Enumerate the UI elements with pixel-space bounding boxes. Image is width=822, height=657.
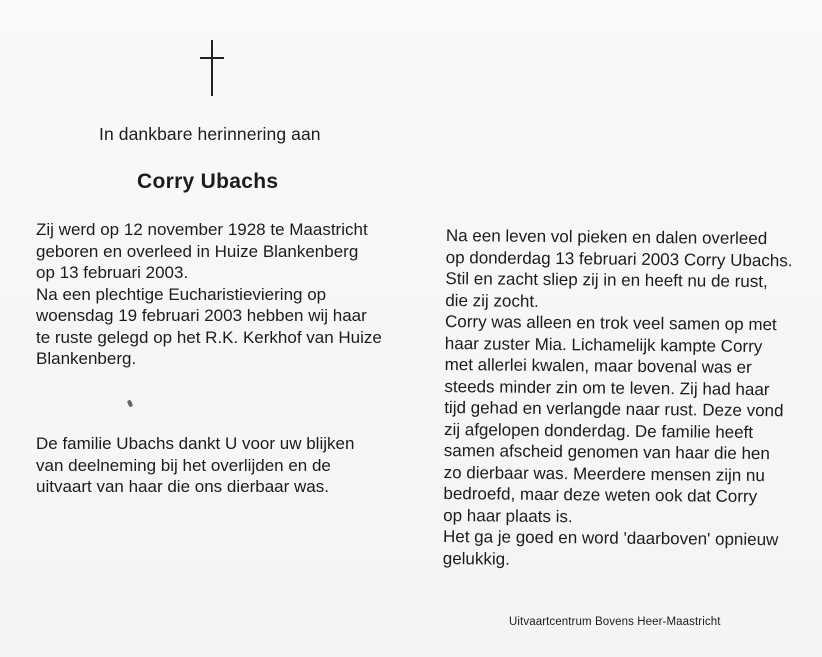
text-line: die zij zocht. xyxy=(445,290,539,311)
text-line: op 13 februari 2003. xyxy=(36,263,189,282)
text-line: uitvaart van haar die ons dierbaar was. xyxy=(36,477,329,496)
text-line: samen afscheid genomen van haar die hen xyxy=(443,440,770,464)
deceased-name: Corry Ubachs xyxy=(137,170,279,193)
text-line: zo dierbaar was. Meerdere mensen zijn nu xyxy=(443,462,765,485)
text-line: bedroefd, maar deze weten ook dat Corry xyxy=(443,483,758,506)
intro-text: In dankbare herinnering aan xyxy=(99,124,321,144)
text-line: De familie Ubachs dankt U voor uw blijken xyxy=(36,434,355,453)
text-line: op donderdag 13 februari 2003 Corry Ubachs. xyxy=(445,247,793,270)
text-line: Na een leven vol pieken en dalen overleed xyxy=(445,225,768,249)
text-line: van deelneming bij het overlijden en de xyxy=(36,455,331,475)
text-line: haar zuster Mia. Lichamelijk kampte Corry xyxy=(444,333,763,356)
text-line: op haar plaats is. xyxy=(443,505,573,526)
text-line: Zij werd op 12 november 1928 te Maastricht xyxy=(36,220,368,239)
funeral-home-credit: Uitvaartcentrum Bovens Heer-Maastricht xyxy=(509,616,721,628)
text-line: tijd gehad en verlangde naar rust. Deze vond xyxy=(444,397,784,421)
text-line: Blankenberg. xyxy=(36,349,137,368)
text-line: te ruste gelegd op het R.K. Kerkhof van Huize xyxy=(36,327,382,347)
thanks-text xyxy=(36,433,391,498)
text-line: Corry was alleen en trok veel samen op met xyxy=(444,311,777,335)
remembrance-text xyxy=(443,225,801,572)
paper-speck xyxy=(127,399,134,407)
text-line: zij afgelopen donderdag. De familie heeft xyxy=(443,419,754,442)
text-line: Stil en zacht sliep zij in en heeft nu de rust, xyxy=(445,268,768,292)
text-line: Het ga je goed en word 'daarboven' opnieuw xyxy=(442,526,779,550)
text-line: woensdag 19 februari 2003 hebben wij haar xyxy=(36,306,367,325)
text-line: gelukkig. xyxy=(442,548,511,569)
biography-text xyxy=(36,219,391,370)
text-line: geboren en overleed in Huize Blankenberg xyxy=(36,241,359,261)
text-line: steeds minder zin om te leven. Zij had haar xyxy=(444,376,770,399)
text-line: met allerlei kwalen, maar bovenal was er xyxy=(444,354,752,377)
text-line: Na een plechtige Eucharistieviering op xyxy=(36,284,327,304)
cross-icon xyxy=(197,40,227,96)
